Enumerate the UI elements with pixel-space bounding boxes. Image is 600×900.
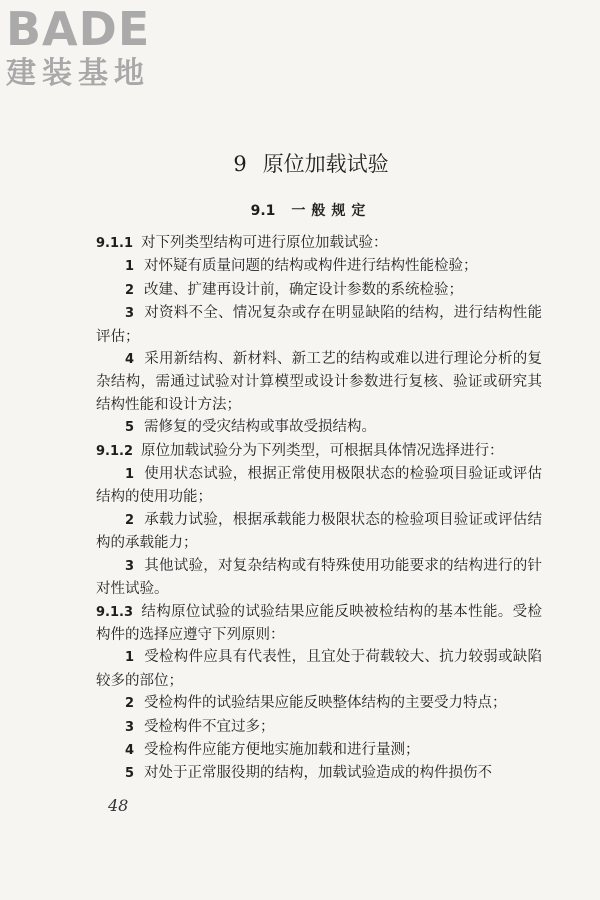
item-number: 2 <box>125 696 135 712</box>
page-number: 48 <box>108 796 129 815</box>
paragraph-text: 对资料不全、情况复杂或存在明显缺陷的结构，进行结构性能评估； <box>96 305 542 345</box>
paragraph-text: 原位加载试验分为下列类型，可根据具体情况选择进行： <box>141 442 504 459</box>
chapter-title <box>0 152 600 176</box>
body-text <box>96 232 542 786</box>
list-item <box>96 416 542 439</box>
section-number: 9.1 <box>250 203 276 219</box>
item-number: 1 <box>125 650 135 666</box>
item-number: 3 <box>125 558 135 574</box>
clause-paragraph <box>96 601 542 647</box>
item-number: 4 <box>125 742 135 758</box>
item-number: 3 <box>125 306 135 322</box>
paragraph-text: 对怀疑有质量问题的结构或构件进行结构性能检验； <box>144 258 478 275</box>
list-item <box>96 302 542 348</box>
list-item <box>96 348 542 416</box>
paragraph-text: 受检构件应具有代表性，且宜处于荷载较大、抗力较弱或缺陷较多的部位； <box>96 649 542 689</box>
list-item <box>96 692 542 715</box>
item-number: 1 <box>125 259 135 275</box>
item-number: 1 <box>125 467 135 483</box>
list-item <box>96 762 542 785</box>
list-item <box>96 509 542 555</box>
paragraph-text: 对下列类型结构可进行原位加载试验： <box>141 235 388 251</box>
paragraph-text: 受检构件不宜过多； <box>144 718 275 735</box>
list-item <box>96 739 542 762</box>
list-item <box>96 279 542 302</box>
section-title <box>0 202 600 220</box>
item-number: 5 <box>125 420 135 436</box>
item-number: 5 <box>125 766 135 782</box>
clause-number: 9.1.2 <box>96 443 134 459</box>
clause-paragraph <box>96 440 542 463</box>
paragraph-text: 对处于正常服役期的结构，加载试验造成的构件损伤不 <box>144 765 493 782</box>
paragraph-text: 其他试验，对复杂结构或有特殊使用功能要求的结构进行的针对性试验。 <box>96 557 542 598</box>
item-number: 2 <box>125 282 135 298</box>
list-item <box>96 555 542 601</box>
list-item <box>96 716 542 739</box>
item-number: 4 <box>125 352 135 368</box>
clause-number: 9.1.3 <box>96 604 134 620</box>
paragraph-text: 需修复的受灾结构或事故受损结构。 <box>144 419 377 436</box>
paragraph-text: 受检构件应能方便地实施加载和进行量测； <box>144 741 420 758</box>
list-item <box>96 463 542 509</box>
paragraph-text: 改建、扩建再设计前，确定设计参数的系统检验； <box>144 281 464 298</box>
logo-text: BADE <box>6 2 151 56</box>
paragraph-text: 承载力试验，根据承载能力极限状态的检验项目验证或评估结构的承载能力； <box>96 511 542 552</box>
item-number: 3 <box>125 719 135 735</box>
item-number: 2 <box>125 512 135 528</box>
clause-paragraph <box>96 232 542 255</box>
section-title-text: 一般规定 <box>291 203 372 219</box>
watermark-logo <box>6 4 176 92</box>
chapter-number: 9 <box>233 152 247 176</box>
paragraph-text: 使用状态试验，根据正常使用极限状态的检验项目验证或评估结构的使用功能； <box>96 466 542 506</box>
logo-subtitle: 建装基地 <box>6 56 150 91</box>
paragraph-text: 采用新结构、新材料、新工艺的结构或难以进行理论分析的复杂结构，需通过试验对计算模型或设计参数进行复核、验证或研究其结构性能和设计方法； <box>96 351 542 413</box>
list-item <box>96 646 542 692</box>
paragraph-text: 受检构件的试验结果应能反映整体结构的主要受力特点； <box>144 695 507 712</box>
chapter-title-text: 原位加载试验 <box>262 152 389 176</box>
list-item <box>96 255 542 278</box>
paragraph-text: 结构原位试验的试验结果应能反映被检结构的基本性能。受检构件的选择应遵守下列原则： <box>96 603 542 643</box>
clause-number: 9.1.1 <box>96 236 134 251</box>
